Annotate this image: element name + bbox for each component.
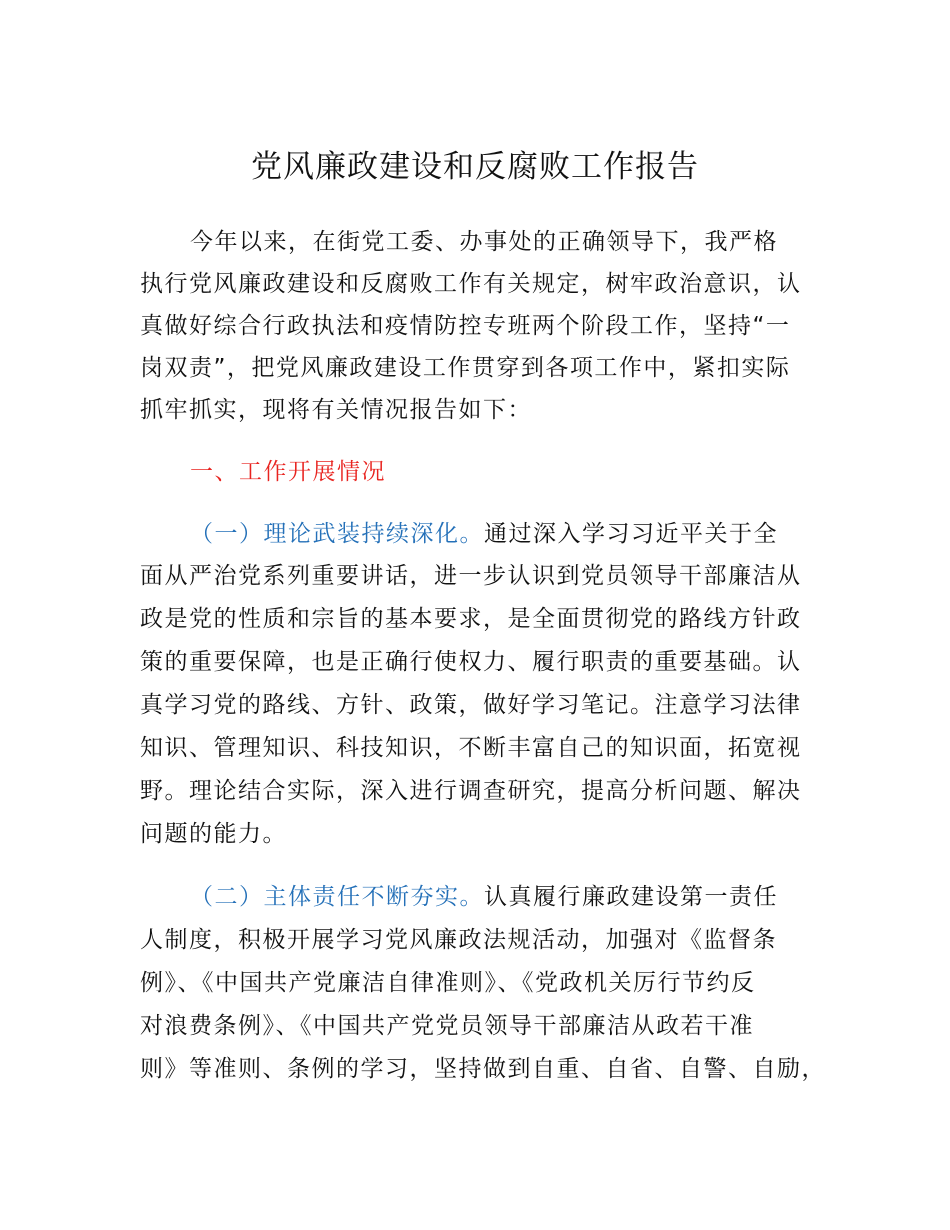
- body-line: 野。理论结合实际，深入进行调查研究，提高分析问题、解决: [140, 778, 802, 804]
- subsection-2-first-line: [190, 881, 778, 913]
- intro-line: 今年以来，在街党工委、办事处的正确领导下，我严格: [190, 229, 778, 255]
- body-line: 面从严治党系列重要讲话，进一步认识到党员领导干部廉洁从: [140, 563, 802, 589]
- section-heading: 一、工作开展情况: [190, 459, 386, 485]
- body-line: 政是党的性质和宗旨的基本要求，是全面贯彻党的路线方针政: [140, 606, 802, 632]
- intro-line: 真做好综合行政执法和疫情防控专班两个阶段工作，坚持“一: [140, 313, 791, 339]
- intro-line: 执行党风廉政建设和反腐败工作有关规定，树牢政治意识，认: [140, 271, 802, 297]
- body-line: 对浪费条例》、《中国共产党党员领导干部廉洁从政若干准: [140, 1013, 754, 1039]
- document-title: 党风廉政建设和反腐败工作报告: [251, 149, 699, 185]
- subsection-2-first-text: 认真履行廉政建设第一责任: [484, 884, 778, 910]
- intro-line: 抓牢抓实，现将有关情况报告如下：: [140, 397, 532, 423]
- body-line: 策的重要保障，也是正确行使权力、履行职责的重要基础。认: [140, 649, 802, 675]
- subsection-1-first-line: [190, 518, 778, 550]
- body-line: 真学习党的路线、方针、政策，做好学习笔记。注意学习法律: [140, 692, 802, 718]
- body-line: 则》等准则、条例的学习，坚持做到自重、自省、自警、自励，: [140, 1056, 826, 1082]
- intro-line: 岗双责”，把党风廉政建设工作贯穿到各项工作中，紧扣实际: [140, 355, 791, 381]
- subsection-1-first-text: 通过深入学习习近平关于全: [484, 521, 778, 547]
- body-line: 人制度，积极开展学习党风廉政法规活动，加强对《监督条: [140, 927, 777, 953]
- subsection-2-heading: （二）主体责任不断夯实。: [190, 884, 484, 910]
- body-line: 问题的能力。: [140, 821, 287, 847]
- body-line: 知识、管理知识、科技知识，不断丰富自己的知识面，拓宽视: [140, 735, 802, 761]
- subsection-1-heading: （一）理论武装持续深化。: [190, 521, 484, 547]
- body-line: 例》、《中国共产党廉洁自律准则》、《党政机关厉行节约反: [140, 970, 756, 996]
